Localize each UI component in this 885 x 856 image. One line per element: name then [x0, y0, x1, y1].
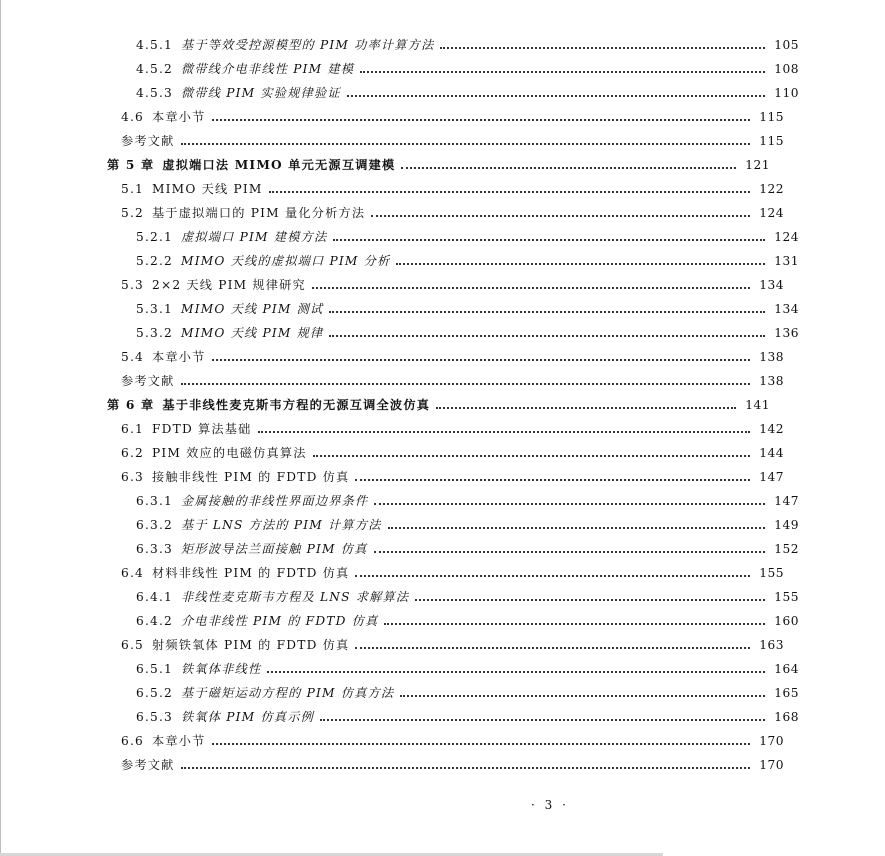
toc-entry-number: 6.3.2: [136, 518, 174, 532]
toc-section-entry[interactable]: [0, 202, 870, 224]
toc-section-entry[interactable]: [0, 250, 885, 272]
toc-entry-page: 141: [745, 398, 770, 412]
toc-entry-page: 142: [759, 422, 784, 436]
toc-entry-page: 131: [774, 254, 799, 268]
toc-references-entry[interactable]: [0, 130, 870, 152]
toc-entry-title: 本章小节: [151, 734, 206, 748]
toc-entry-title: 虚拟端口法 MIMO 单元无源互调建模: [162, 158, 396, 172]
toc-entry-number: 6.4.1: [136, 590, 174, 604]
toc-entry-title: 接触非线性 PIM 的 FDTD 仿真: [151, 470, 350, 484]
toc-section-entry[interactable]: [0, 442, 870, 464]
toc-entry-number: 6.4: [121, 566, 144, 580]
toc-dot-leader: [436, 406, 736, 409]
toc-section-entry[interactable]: [0, 178, 870, 200]
page-number: · 3 ·: [531, 798, 569, 812]
toc-entry-number: 第 5 章: [107, 158, 155, 172]
toc-section-entry[interactable]: [0, 730, 870, 752]
toc-entry-title: 射频铁氧体 PIM 的 FDTD 仿真: [151, 638, 350, 652]
toc-section-entry[interactable]: [0, 706, 885, 728]
toc-entry-page: 124: [774, 230, 799, 244]
toc-entry-title: 铁氧体 PIM 仿真示例: [181, 710, 314, 724]
toc-entry-page: 138: [759, 350, 784, 364]
toc-entry-page: 108: [774, 62, 799, 76]
toc-dot-leader: [347, 94, 765, 97]
toc-entry-title: MIMO 天线 PIM: [151, 182, 263, 196]
toc-entry-number: 5.2.2: [136, 254, 174, 268]
toc-entry-title: MIMO 天线 PIM 测试: [181, 302, 324, 316]
toc-entry-title: 基于磁矩运动方程的 PIM 仿真方法: [181, 686, 395, 700]
toc-entry-number: 6.5: [121, 638, 144, 652]
toc-entry-page: 134: [759, 278, 784, 292]
toc-entry-title: 基于虚拟端口的 PIM 量化分析方法: [151, 206, 366, 220]
toc-entry-page: 124: [759, 206, 784, 220]
toc-dot-leader: [329, 334, 765, 337]
toc-entry-title: PIM 效应的电磁仿真算法: [151, 446, 307, 460]
toc-section-entry[interactable]: [0, 82, 885, 104]
toc-section-entry[interactable]: [0, 490, 885, 512]
toc-entry-page: 149: [774, 518, 799, 532]
toc-entry-page: 115: [759, 134, 784, 148]
toc-section-entry[interactable]: [0, 514, 885, 536]
toc-entry-title: 参考文献: [121, 374, 175, 388]
toc-entry-number: 5.3: [121, 278, 144, 292]
toc-section-entry[interactable]: [0, 634, 870, 656]
toc-entry-page: 147: [774, 494, 799, 508]
toc-section-entry[interactable]: [0, 682, 885, 704]
toc-entry-title: 2×2 天线 PIM 规律研究: [151, 278, 306, 292]
toc-dot-leader: [267, 670, 765, 673]
toc-entry-number: 6.3.3: [136, 542, 174, 556]
toc-entry-page: 147: [759, 470, 784, 484]
toc-section-entry[interactable]: [0, 658, 885, 680]
toc-entry-title: 介电非线性 PIM 的 FDTD 仿真: [181, 614, 379, 628]
toc-dot-leader: [355, 574, 750, 577]
toc-entry-page: 152: [774, 542, 799, 556]
toc-chapter-entry[interactable]: [0, 154, 856, 176]
toc-dot-leader: [212, 118, 750, 121]
toc-entry-page: 134: [774, 302, 799, 316]
toc-dot-leader: [269, 190, 750, 193]
toc-entry-page: 164: [774, 662, 799, 676]
toc-dot-leader: [212, 358, 750, 361]
toc-references-entry[interactable]: [0, 754, 870, 776]
toc-dot-leader: [181, 382, 750, 385]
toc-entry-number: 6.3: [121, 470, 144, 484]
toc-section-entry[interactable]: [0, 34, 885, 56]
toc-dot-leader: [212, 742, 750, 745]
toc-entry-number: 5.2.1: [136, 230, 174, 244]
toc-entry-title: 铁氧体非线性: [181, 662, 262, 676]
toc-entry-title: 参考文献: [121, 134, 175, 148]
toc-entry-title: FDTD 算法基础: [151, 422, 252, 436]
toc-section-entry[interactable]: [0, 418, 870, 440]
toc-section-entry[interactable]: [0, 298, 885, 320]
toc-entry-title: 材料非线性 PIM 的 FDTD 仿真: [151, 566, 350, 580]
toc-dot-leader: [415, 598, 765, 601]
toc-section-entry[interactable]: [0, 562, 870, 584]
toc-dot-leader: [374, 550, 765, 553]
toc-entry-number: 5.3.2: [136, 326, 174, 340]
toc-entry-number: 5.1: [121, 182, 144, 196]
toc-entry-title: MIMO 天线 PIM 规律: [181, 326, 324, 340]
toc-section-entry[interactable]: [0, 58, 885, 80]
toc-entry-page: 105: [774, 38, 799, 52]
toc-entry-page: 136: [774, 326, 799, 340]
toc-entry-number: 6.5.1: [136, 662, 174, 676]
toc-entry-title: 矩形波导法兰面接触 PIM 仿真: [181, 542, 368, 556]
toc-entry-number: 6.4.2: [136, 614, 174, 628]
toc-entry-number: 6.6: [121, 734, 144, 748]
toc-entry-page: 155: [774, 590, 799, 604]
toc-entry-number: 6.5.2: [136, 686, 174, 700]
toc-dot-leader: [440, 46, 765, 49]
toc-section-entry[interactable]: [0, 586, 885, 608]
toc-entry-title: 参考文献: [121, 758, 175, 772]
toc-entry-page: 155: [759, 566, 784, 580]
toc-dot-leader: [360, 70, 765, 73]
toc-entry-title: MIMO 天线的虚拟端口 PIM 分析: [181, 254, 391, 268]
toc-entry-page: 144: [759, 446, 784, 460]
toc-section-entry[interactable]: [0, 106, 870, 128]
toc-entry-title: 基于等效受控源模型的 PIM 功率计算方法: [181, 38, 435, 52]
toc-section-entry[interactable]: [0, 226, 885, 248]
toc-entry-number: 4.6: [121, 110, 144, 124]
toc-entry-number: 4.5.1: [136, 38, 174, 52]
toc-dot-leader: [355, 646, 750, 649]
toc-dot-leader: [320, 718, 765, 721]
toc-entry-title: 基于非线性麦克斯韦方程的无源互调全波仿真: [162, 398, 431, 412]
toc-dot-leader: [374, 502, 765, 505]
toc-dot-leader: [388, 526, 765, 529]
toc-entry-title: 虚拟端口 PIM 建模方法: [181, 230, 328, 244]
toc-dot-leader: [396, 262, 765, 265]
toc-entry-number: 第 6 章: [107, 398, 155, 412]
toc-entry-page: 115: [759, 110, 784, 124]
toc-entry-page: 170: [759, 758, 784, 772]
toc-entry-page: 170: [759, 734, 784, 748]
toc-entry-number: 6.5.3: [136, 710, 174, 724]
toc-entry-title: 本章小节: [151, 110, 206, 124]
toc-dot-leader: [371, 214, 750, 217]
toc-entry-page: 163: [759, 638, 784, 652]
toc-section-entry[interactable]: [0, 322, 885, 344]
toc-dot-leader: [313, 454, 750, 457]
toc-entry-title: 非线性麦克斯韦方程及 LNS 求解算法: [181, 590, 410, 604]
toc-entry-number: 5.4: [121, 350, 144, 364]
toc-entry-number: 5.2: [121, 206, 144, 220]
toc-entry-page: 160: [774, 614, 799, 628]
toc-entry-title: 基于 LNS 方法的 PIM 计算方法: [181, 518, 382, 532]
toc-dot-leader: [329, 310, 765, 313]
toc-entry-title: 微带线介电非线性 PIM 建模: [181, 62, 355, 76]
toc-entry-number: 4.5.3: [136, 86, 174, 100]
toc-dot-leader: [400, 694, 765, 697]
toc-entry-title: 金属接触的非线性界面边界条件: [181, 494, 369, 508]
toc-dot-leader: [181, 142, 750, 145]
toc-entry-number: 6.3.1: [136, 494, 174, 508]
toc-entry-page: 168: [774, 710, 799, 724]
toc-entry-title: 微带线 PIM 实验规律验证: [181, 86, 341, 100]
toc-dot-leader: [355, 478, 750, 481]
toc-entry-title: 本章小节: [151, 350, 206, 364]
toc-references-entry[interactable]: [0, 370, 870, 392]
toc-dot-leader: [181, 766, 750, 769]
toc-entry-page: 121: [745, 158, 770, 172]
toc-entry-page: 165: [774, 686, 799, 700]
toc-dot-leader: [384, 622, 765, 625]
toc-section-entry[interactable]: [0, 346, 870, 368]
toc-dot-leader: [333, 238, 765, 241]
toc-section-entry[interactable]: [0, 610, 885, 632]
toc-section-entry[interactable]: [0, 274, 870, 296]
toc-entry-number: 4.5.2: [136, 62, 174, 76]
toc-chapter-entry[interactable]: [0, 394, 856, 416]
toc-section-entry[interactable]: [0, 466, 870, 488]
toc-entry-page: 122: [759, 182, 784, 196]
toc-section-entry[interactable]: [0, 538, 885, 560]
toc-entry-page: 138: [759, 374, 784, 388]
toc-dot-leader: [312, 286, 750, 289]
toc-entry-page: 110: [774, 86, 799, 100]
toc-dot-leader: [258, 430, 750, 433]
toc-entry-number: 6.1: [121, 422, 144, 436]
toc-entry-number: 6.2: [121, 446, 144, 460]
toc-dot-leader: [401, 166, 736, 169]
toc-entry-number: 5.3.1: [136, 302, 174, 316]
